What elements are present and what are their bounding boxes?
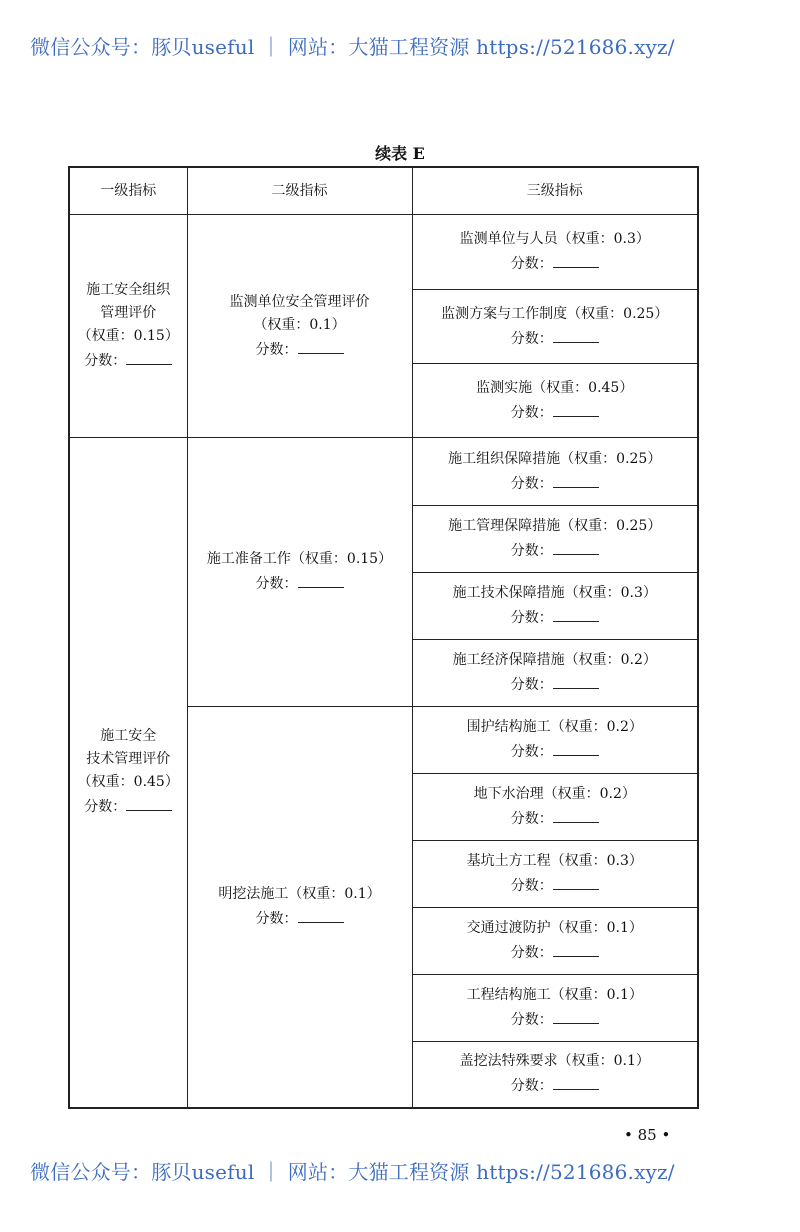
level1-cell (69, 215, 187, 438)
score-blank (553, 251, 599, 268)
level3-cell (412, 774, 698, 841)
level3-label: 监测方案与工作制度（权重：0.25） (441, 305, 669, 322)
level3-cell (412, 438, 698, 506)
level3-label: 围护结构施工（权重：0.2） (466, 719, 643, 735)
cell-line (417, 326, 694, 351)
cell-line (417, 251, 694, 276)
score-field (192, 906, 408, 931)
score-label: 分数： (510, 1012, 553, 1028)
level3-cell (412, 215, 698, 290)
level3-label: 监测实施（权重：0.45） (476, 379, 634, 396)
level2-cell (187, 707, 412, 1108)
level2-cell (187, 438, 412, 707)
score-label: 分数： (510, 878, 553, 894)
evaluation-table (68, 166, 699, 1109)
score-label: 分数： (510, 744, 553, 760)
score-field (192, 571, 408, 596)
level1-name: 施工安全组织 (86, 282, 171, 298)
score-blank (553, 873, 599, 890)
level3-cell (412, 841, 698, 908)
level3-label: 地下水治理（权重：0.2） (473, 786, 636, 802)
score-field (74, 794, 183, 819)
level3-cell (412, 290, 698, 364)
table-row (69, 438, 698, 506)
level1-name: 管理评价 (100, 305, 157, 321)
level1-weight: （权重：0.45） (77, 774, 179, 791)
level1-name: 施工安全 (100, 728, 157, 745)
header-level1: 一级指标 (69, 167, 187, 215)
score-blank (553, 1007, 599, 1024)
cell-line (417, 471, 694, 496)
level3-cell (412, 573, 698, 640)
score-blank (298, 571, 344, 588)
cell-line (417, 873, 694, 898)
watermark-bottom: 微信公众号：豚贝useful ｜ 网站：大猫工程资源 https://521686.xyz/ (30, 1160, 675, 1184)
score-blank (553, 940, 599, 957)
score-blank (553, 672, 599, 689)
level3-cell (412, 975, 698, 1042)
cell-line (417, 739, 694, 764)
level3-label: 施工经济保障措施（权重：0.2） (452, 652, 657, 668)
level2-cell (187, 215, 412, 438)
score-blank (553, 605, 599, 622)
table-title: 续表 E (375, 144, 425, 163)
level2-name: 监测单位安全管理评价 (229, 293, 370, 310)
cell-line (417, 672, 694, 697)
header-level3: 三级指标 (412, 167, 698, 215)
cell-line (417, 605, 694, 630)
level3-cell (412, 1042, 698, 1108)
level2-name: 施工准备工作（权重：0.15） (206, 551, 393, 567)
level3-label: 盖挖法特殊要求（权重：0.1） (459, 1053, 650, 1070)
score-label: 分数： (255, 576, 298, 592)
level3-cell (412, 364, 698, 438)
cell-line (417, 1073, 694, 1098)
score-blank (126, 348, 172, 365)
score-field (74, 348, 183, 373)
level3-label: 工程结构施工（权重：0.1） (466, 987, 643, 1003)
level2-name: 明挖法施工（权重：0.1） (218, 885, 381, 902)
score-label: 分数： (255, 910, 298, 927)
score-blank (553, 1073, 599, 1090)
score-blank (553, 739, 599, 756)
level3-label: 基坑土方工程（权重：0.3） (466, 853, 643, 869)
cell-line (417, 940, 694, 965)
score-blank (126, 794, 172, 811)
score-label: 分数： (510, 330, 553, 347)
cell-line (417, 806, 694, 831)
level3-label: 施工技术保障措施（权重：0.3） (452, 585, 657, 601)
header-level2: 二级指标 (187, 167, 412, 215)
score-blank (553, 538, 599, 555)
score-label: 分数： (510, 677, 553, 693)
score-blank (553, 400, 599, 417)
score-label: 分数： (510, 1078, 553, 1095)
score-blank (298, 337, 344, 354)
table-header-row (69, 167, 698, 215)
score-label: 分数： (84, 799, 127, 816)
score-label: 分数： (84, 353, 127, 369)
level3-label: 施工管理保障措施（权重：0.25） (448, 518, 662, 534)
level3-cell (412, 640, 698, 707)
level3-cell (412, 506, 698, 573)
page-number: • 85 • (624, 1126, 671, 1144)
score-field (192, 337, 408, 362)
level3-label: 施工组织保障措施（权重：0.25） (448, 450, 662, 467)
table-row (69, 215, 698, 290)
score-label: 分数： (255, 341, 298, 358)
level3-cell (412, 908, 698, 975)
level3-label: 监测单位与人员（权重：0.3） (459, 231, 650, 247)
score-blank (553, 806, 599, 823)
score-label: 分数： (510, 543, 553, 559)
cell-line (417, 538, 694, 563)
score-label: 分数： (510, 256, 553, 272)
level1-weight: （权重：0.15） (77, 328, 179, 344)
level3-cell (412, 707, 698, 774)
level2-weight: （权重：0.1） (253, 316, 346, 333)
level1-name: 技术管理评价 (86, 751, 171, 768)
level1-cell (69, 438, 187, 1108)
level3-label: 交通过渡防护（权重：0.1） (466, 920, 643, 936)
score-blank (553, 471, 599, 488)
score-label: 分数： (510, 945, 553, 961)
cell-line (417, 1007, 694, 1032)
score-label: 分数： (510, 610, 553, 626)
score-blank (553, 326, 599, 343)
cell-line (417, 400, 694, 425)
score-label: 分数： (510, 811, 553, 827)
score-label: 分数： (510, 404, 553, 421)
score-blank (298, 906, 344, 923)
score-label: 分数： (510, 475, 553, 492)
watermark-top: 微信公众号：豚贝useful ｜ 网站：大猫工程资源 https://521686.xyz/ (30, 35, 675, 59)
